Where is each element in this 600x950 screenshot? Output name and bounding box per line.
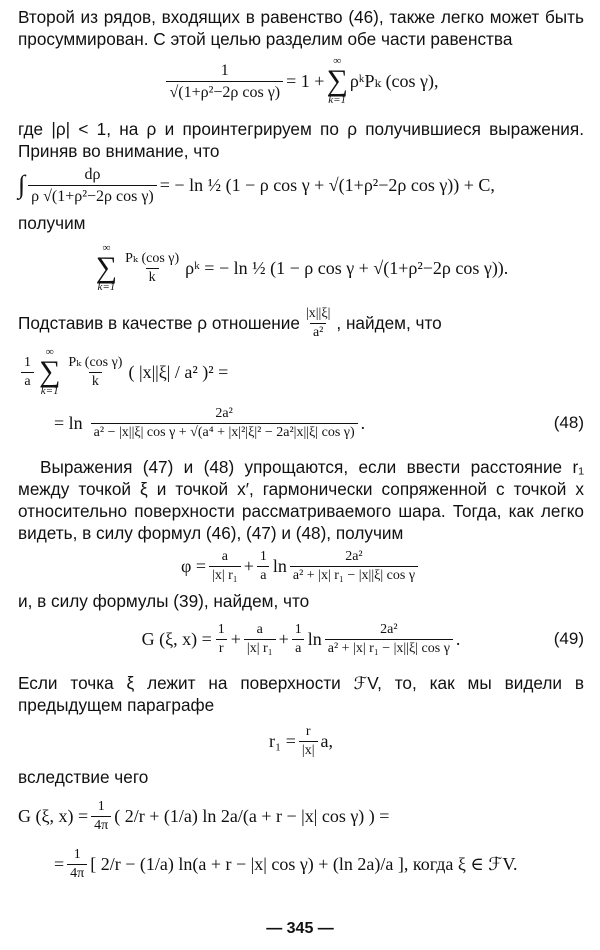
page-number: — 345 — — [266, 920, 334, 937]
paragraph-8: вследствие чего — [18, 767, 149, 787]
equation-number: (49) — [553, 629, 584, 648]
paragraph-5: Выражения (47) и (48) упрощаются, если ввести расстояние r₁ между точкой ξ и точкой x′, гармонически сопряженной с точкой x относительно поверхности рассматриваемого шара. Тогда, как легко видеть, в силу формул (46), (47) и (48), получим — [18, 457, 584, 543]
fraction: $\frac{1}{a}$ — [292, 622, 305, 657]
paragraph-3: получим — [18, 213, 86, 233]
formula-49: G (ξ, x) = $\frac{1}{r}$ + $\frac{a}{\text{|x| r₁}}$ + $\frac{1}{a}$ ln $\frac{\text{2a²}}{\text{a² + |x| r₁ − |x||ξ| cos γ}}$ . (49) — [141, 621, 584, 656]
fraction: $\frac{1}{4\pi}$ — [91, 799, 111, 834]
fraction: $\frac{a}{\text{|x| r₁}}$ — [209, 549, 241, 584]
formula-integral: ∫ $\frac{d\rho}{\text{ρ √(1+ρ²−2ρ cos γ)}}$ = − ln ½ (1 − ρ cos γ + √(1+ρ²−2ρ cos γ)) + C, — [18, 165, 495, 205]
fraction: $\frac{a}{\text{|x| r₁}}$ — [244, 622, 276, 657]
fraction: $\frac{\text{2a²}}{\text{a² − |x||ξ| cos γ + √(a⁴ + |x|²|ξ|² − 2a²|x||ξ| cos γ)}}$ — [91, 406, 358, 441]
fraction: $\frac{1}{a}$ — [257, 549, 270, 584]
fraction: $\frac{\text{2a²}}{\text{a² + |x| r₁ − |x||ξ| cos γ}}$ — [290, 549, 418, 584]
formula-green-final: = $\frac{1}{4\pi}$ [ 2/r − (1/a) ln(a + r − |x| cos γ) + (ln 2a)/a ], когда ξ ∈ ℱV. — [54, 846, 518, 881]
paragraph-1: Второй из рядов, входящих в равенство (46), также легко может быть просуммирован. С этой целью разделим обе части равенства — [18, 7, 584, 49]
fraction: $\frac{1}{4\pi}$ — [67, 847, 87, 882]
fraction: $\frac{1}{r}$ — [217, 621, 225, 656]
paragraph-7: Если точка ξ лежит на поверхности ℱV, то, как мы видели в предыдущем параграфе — [18, 673, 584, 715]
formula-generating-function: $\frac{1}{\text{√(1+ρ²−2ρ cos γ)}}$ = 1 + ∞ ∑ k=1 ρᵏPₖ (cos γ), — [18, 50, 584, 112]
formula-series-sum: ∞ ∑ k=1 $\frac{\text{Pₖ (cos γ)}}{k}$ ρᵏ = − ln ½ (1 − ρ cos γ + √(1+ρ²−2ρ cos γ)). — [95, 242, 509, 293]
formula-substituted-sum: $\frac{1}{a}$ ∞ ∑ k=1 $\frac{\text{Pₖ (cos γ)}}{k}$ ( |x||ξ| / a² )² = — [18, 344, 584, 400]
sum-sign: ∞ ∑ k=1 — [326, 55, 348, 106]
formula-r1: r₁ = $\frac{r}{|x|}$ a, — [268, 723, 334, 758]
formula-green-sphere: G (ξ, x) = $\frac{1}{4\pi}$ ( 2/r + (1/a) ln 2a/(a + r − |x| cos γ) ) = — [18, 798, 390, 833]
fraction: $\frac{1}{a}$ — [21, 355, 34, 390]
fraction: $\frac{d\rho}{\text{ρ √(1+ρ²−2ρ cos γ)}}$ — [28, 165, 157, 206]
fraction: $\frac{\text{2a²}}{\text{a² + |x| r₁ − |x||ξ| cos γ}}$ — [325, 622, 453, 657]
sum-sign: ∞ ∑ k=1 — [95, 242, 118, 293]
fraction: $\frac{r}{|x|}$ — [299, 724, 318, 759]
formula-48: = ln $\frac{\text{2a²}}{\text{a² − |x||ξ| cos γ + √(a⁴ + |x|²|ξ|² − 2a²|x||ξ| cos γ)}}$ . (48) — [54, 405, 584, 440]
formula-phi: φ = $\frac{a}{\text{|x| r₁}}$ + $\frac{1}{a}$ ln $\frac{\text{2a²}}{\text{a² + |x| r₁ − |x||ξ| cos γ}}$ — [18, 544, 584, 588]
sum-sign: ∞ ∑ k=1 — [39, 346, 61, 397]
paragraph-6: и, в силу формулы (39), найдем, что — [18, 591, 310, 611]
fraction: $\frac{1}{\text{√(1+ρ²−2ρ cos γ)}}$ — [166, 61, 283, 102]
paragraph-4: Подставив в качестве ρ отношение $\frac{|x||\xi|}{\text{a²}}$ , найдем, что — [18, 305, 442, 340]
paragraph-2: где |ρ| < 1, на ρ и проинтегрируем по ρ получившиеся выражения. Приняв во внимание, что — [18, 119, 584, 161]
page-content — [18, 6, 584, 888]
fraction: $\frac{|x||\xi|}{\text{a²}}$ — [305, 305, 331, 340]
equation-number: (48) — [553, 413, 584, 432]
fraction: $\frac{\text{Pₖ (cos γ)}}{k}$ — [68, 354, 123, 389]
fraction: $\frac{\text{Pₖ (cos γ)}}{k}$ — [125, 250, 180, 285]
